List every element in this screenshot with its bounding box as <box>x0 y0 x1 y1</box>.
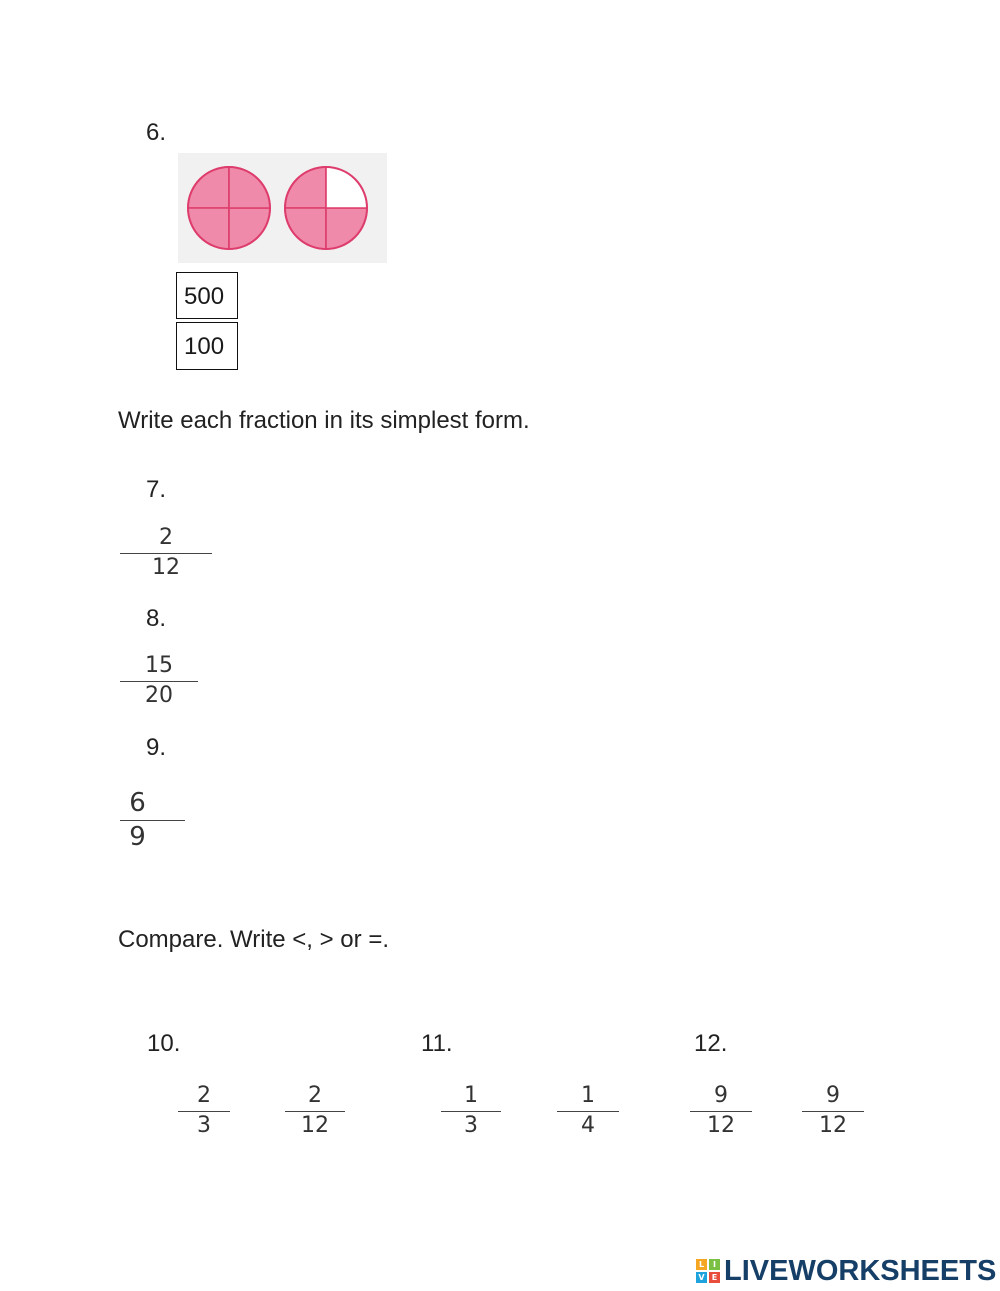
fraction-bar <box>441 1111 501 1112</box>
fraction-bar <box>178 1111 230 1112</box>
three-quarter-shaded-circle <box>285 167 367 249</box>
denominator: 12 <box>819 1113 847 1138</box>
denominator: 9 <box>129 822 146 852</box>
fraction-2-12 <box>120 526 212 580</box>
fraction-bar <box>120 820 185 821</box>
logo-block: I <box>709 1259 720 1270</box>
fraction-bar <box>120 553 212 554</box>
fraction-circles-svg <box>178 153 387 263</box>
fraction-15-20 <box>120 654 198 708</box>
fraction-1-4 <box>557 1084 619 1138</box>
fraction-2-12 <box>285 1084 345 1138</box>
numerator: 2 <box>197 1083 211 1108</box>
fraction-bar <box>285 1111 345 1112</box>
numerator: 15 <box>145 653 173 678</box>
numerator: 1 <box>464 1083 478 1108</box>
numerator: 6 <box>129 788 146 818</box>
logo-block: V <box>696 1272 707 1283</box>
logo-blocks-icon <box>696 1259 720 1283</box>
question-number: 8. <box>146 605 167 632</box>
numerator: 9 <box>714 1083 728 1108</box>
denominator: 3 <box>197 1113 211 1138</box>
numerator: 1 <box>581 1083 595 1108</box>
question-number: 7. <box>146 476 167 503</box>
numerator: 2 <box>159 525 173 550</box>
fraction-bar <box>120 681 198 682</box>
question-number: 12. <box>694 1030 728 1057</box>
fraction-2-3 <box>178 1084 230 1138</box>
denominator: 12 <box>707 1113 735 1138</box>
answer-box-denominator[interactable]: 100 <box>176 322 238 370</box>
liveworksheets-logo <box>696 1254 996 1288</box>
fraction-bar <box>690 1111 752 1112</box>
question-number: 11. <box>421 1030 453 1057</box>
question-number: 10. <box>147 1030 181 1057</box>
logo-text: LIVEWORKSHEETS <box>724 1254 997 1287</box>
denominator: 3 <box>464 1113 478 1138</box>
fraction-bar <box>557 1111 619 1112</box>
numerator: 9 <box>826 1083 840 1108</box>
question-number: 9. <box>146 734 167 761</box>
denominator: 20 <box>145 683 173 708</box>
compare-instruction: Compare. Write <, > or =. <box>118 926 389 953</box>
full-shaded-circle <box>188 167 270 249</box>
fraction-1-3 <box>441 1084 501 1138</box>
denominator: 12 <box>301 1113 329 1138</box>
question-number: 6. <box>146 119 167 146</box>
denominator: 4 <box>581 1113 595 1138</box>
denominator: 12 <box>152 555 180 580</box>
fraction-9-12 <box>690 1084 752 1138</box>
numerator: 2 <box>308 1083 322 1108</box>
simplify-instruction: Write each fraction in its simplest form. <box>118 407 530 434</box>
fraction-9-12 <box>802 1084 864 1138</box>
logo-block: E <box>709 1272 720 1283</box>
answer-box-numerator[interactable]: 500 <box>176 272 238 319</box>
fraction-circles-image <box>178 153 387 263</box>
fraction-6-9 <box>120 789 185 851</box>
logo-block: L <box>696 1259 707 1270</box>
fraction-bar <box>802 1111 864 1112</box>
